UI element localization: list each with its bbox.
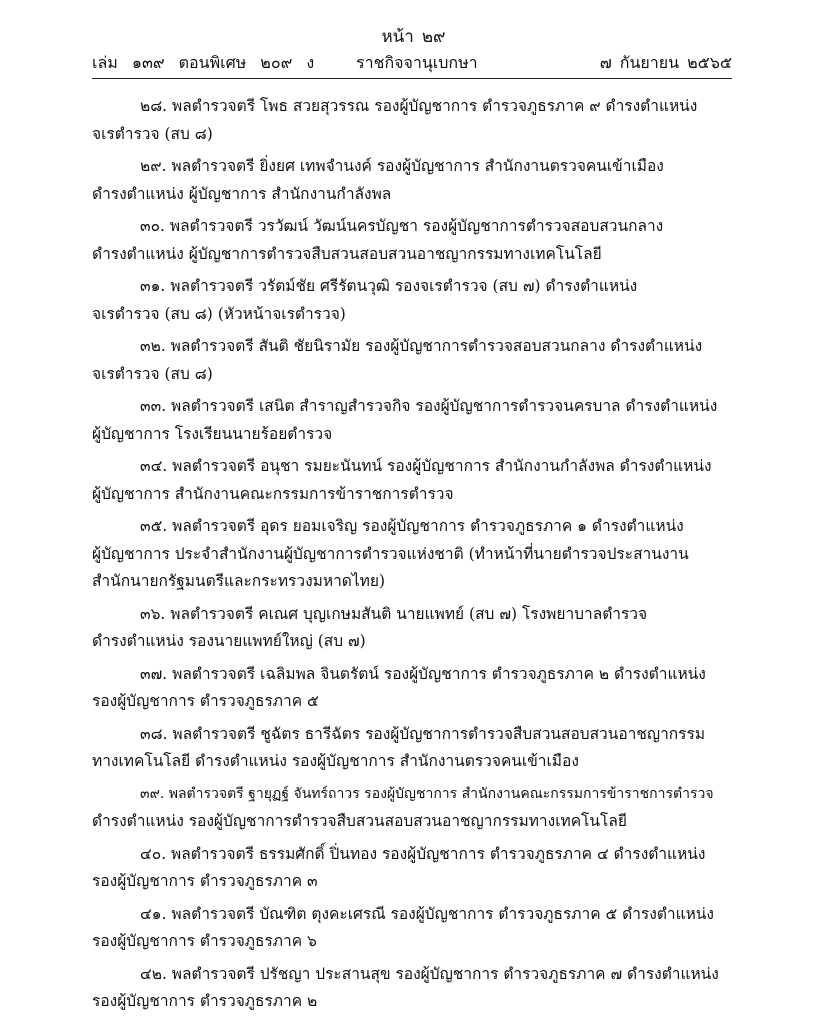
entry-continuation-line: จเรตำรวจ (สบ ๘) (92, 124, 213, 143)
entry-continuation-line: รองผู้บัญชาการ ตำรวจภูธรภาค ๓ (92, 872, 318, 890)
entry-continuation-line: ดำรงตำแหน่ง รองผู้บัญชาการตำรวจสืบสวนสอบสวนอาชญากรรมทางเทคโนโลยี (92, 812, 627, 830)
issue-month: กันยายน (619, 53, 680, 72)
entry-continuation-line: จเรตำรวจ (สบ ๘) (หัวหน้าจเรตำรวจ) (92, 304, 346, 323)
entry-continuation-line: รองผู้บัญชาการ ตำรวจภูธรภาค ๕ (92, 692, 319, 710)
gazette-header (92, 52, 732, 74)
appointment-entry (92, 213, 732, 268)
appointment-entry (92, 841, 732, 896)
entry-first-line: ๓๗. พลตำรวจตรี เฉลิมพล จินตรัตน์ รองผู้บัญชาการ ตำรวจภูธรภาค ๒ ดำรงตำแหน่ง (140, 664, 706, 683)
entry-first-line: ๓๘. พลตำรวจตรี ชูฉัตร ธารีฉัตร รองผู้บัญชาการตำรวจสืบสวนสอบสวนอาชญากรรม (140, 724, 706, 743)
issue-day: ๗ (599, 53, 612, 72)
entry-first-line: ๒๘. พลตำรวจตรี โพธ สวยสุวรรณ รองผู้บัญชาการ ตำรวจภูธรภาค ๙ ดำรงตำแหน่ง (140, 97, 698, 115)
appointment-entry (92, 453, 732, 508)
appointment-entry (92, 93, 732, 148)
entry-continuation-line: รองผู้บัญชาการ ตำรวจภูธรภาค ๒ (92, 992, 318, 1010)
entry-continuation-line: ทางเทคโนโลยี ดำรงตำแหน่ง รองผู้บัญชาการ สำนักงานตรวจคนเข้าเมือง (92, 752, 579, 770)
appointment-entry (92, 901, 732, 956)
entry-first-line: ๓๑. พลตำรวจตรี วรัตม์ชัย ศรีรัตนวุฒิ รองจเรตำรวจ (สบ ๗) ดำรงตำแหน่ง (140, 277, 638, 295)
appointment-entry (92, 333, 732, 388)
entry-continuation-line: ผู้บัญชาการ โรงเรียนนายร้อยตำรวจ (92, 424, 333, 443)
appointment-entry (92, 721, 732, 776)
entry-first-line: ๓๐. พลตำรวจตรี วรวัฒน์ วัฒน์นครบัญชา รองผู้บัญชาการตำรวจสอบสวนกลาง (140, 217, 664, 235)
entry-first-line: ๓๕. พลตำรวจตรี อุดร ยอมเจริญ รองผู้บัญชาการ ตำรวจภูธรภาค ๑ ดำรงตำแหน่ง (140, 517, 684, 535)
entry-first-line: ๓๓. พลตำรวจตรี เสนิต สำราญสำรวจกิจ รองผู้บัญชาการตำรวจนครบาล ดำรงตำแหน่ง (140, 397, 718, 415)
appointment-entry (92, 513, 732, 596)
entry-continuation-line: รองผู้บัญชาการ ตำรวจภูธรภาค ๖ (92, 932, 317, 950)
appointment-entry (92, 961, 732, 1016)
page-label: หน้า (381, 27, 414, 47)
entry-first-line: ๓๖. พลตำรวจตรี คเณศ บุญเกษมสันติ นายแพทย์ (สบ ๗) โรงพยาบาลตำรวจ (140, 604, 648, 623)
appointment-entry (92, 273, 732, 328)
section-label: ตอนพิเศษ (178, 53, 247, 72)
page-number-value: ๒๙ (421, 27, 446, 47)
entry-first-line: ๓๒. พลตำรวจตรี สันติ ชัยนิรามัย รองผู้บัญชาการตำรวจสอบสวนกลาง ดำรงตำแหน่ง (140, 337, 703, 355)
volume-number: ๑๓๙ (131, 53, 165, 72)
entry-first-line: ๔๒. พลตำรวจตรี ปรัชญา ประสานสุข รองผู้บัญชาการ ตำรวจภูธรภาค ๗ ดำรงตำแหน่ง (140, 964, 719, 983)
entry-continuation-line: ดำรงตำแหน่ง ผู้บัญชาการตำรวจสืบสวนสอบสวนอาชญากรรมทางเทคโนโลยี (92, 244, 602, 263)
volume-info (92, 52, 328, 74)
issue-date (592, 52, 732, 74)
entry-continuation-line: ดำรงตำแหน่ง รองนายแพทย์ใหญ่ (สบ ๗) (92, 632, 366, 650)
entry-continuation-line: จเรตำรวจ (สบ ๘) (92, 364, 213, 383)
entry-first-line: ๒๙. พลตำรวจตรี ยิ่งยศ เทพจำนงค์ รองผู้บัญชาการ สำนักงานตรวจคนเข้าเมือง (140, 157, 664, 175)
section-number: ๒๐๙ (260, 53, 293, 72)
header-divider (92, 78, 732, 79)
entry-continuation-line: ดำรงตำแหน่ง ผู้บัญชาการ สำนักงานกำลังพล (92, 184, 392, 203)
appointment-entry (92, 601, 732, 656)
appointment-entry (92, 661, 732, 716)
entry-first-line: ๓๙. พลตำรวจตรี ฐายุฏฐ์ จันทร์ถาวร รองผู้บัญชาการ สำนักงานคณะกรรมการข้าราชการตำรวจ (140, 785, 714, 802)
section-type: ง (306, 53, 315, 72)
appointment-entry (92, 781, 732, 836)
appointment-list (92, 93, 732, 1021)
issue-year: ๒๕๖๕ (687, 53, 732, 72)
entry-first-line: ๔๐. พลตำรวจตรี ธรรมศักดิ์ ปิ่นทอง รองผู้บัญชาการ ตำรวจภูธรภาค ๔ ดำรงตำแหน่ง (140, 844, 706, 863)
entry-continuation-line: ผู้บัญชาการ ประจำสำนักงานผู้บัญชาการตำรวจแห่งชาติ (ทำหน้าที่นายตำรวจประสานงาน (92, 544, 689, 563)
entry-first-line: ๓๔. พลตำรวจตรี อนุชา รมยะนันทน์ รองผู้บัญชาการ สำนักงานกำลังพล ดำรงตำแหน่ง (140, 457, 712, 475)
appointment-entry (92, 153, 732, 208)
entry-continuation-line: สำนักนายกรัฐมนตรีและกระทรวงมหาดไทย) (92, 572, 386, 590)
entry-continuation-line: ผู้บัญชาการ สำนักงานคณะกรรมการข้าราชการตำรวจ (92, 484, 454, 503)
entry-first-line: ๔๑. พลตำรวจตรี บัณฑิต ตุงคะเศรณี รองผู้บัญชาการ ตำรวจภูธรภาค ๕ ดำรงตำแหน่ง (140, 904, 714, 923)
gazette-title: ราชกิจจานุเบกษา (356, 53, 478, 72)
volume-label: เล่ม (92, 53, 118, 72)
appointment-entry (92, 393, 732, 448)
page-number (0, 26, 827, 48)
